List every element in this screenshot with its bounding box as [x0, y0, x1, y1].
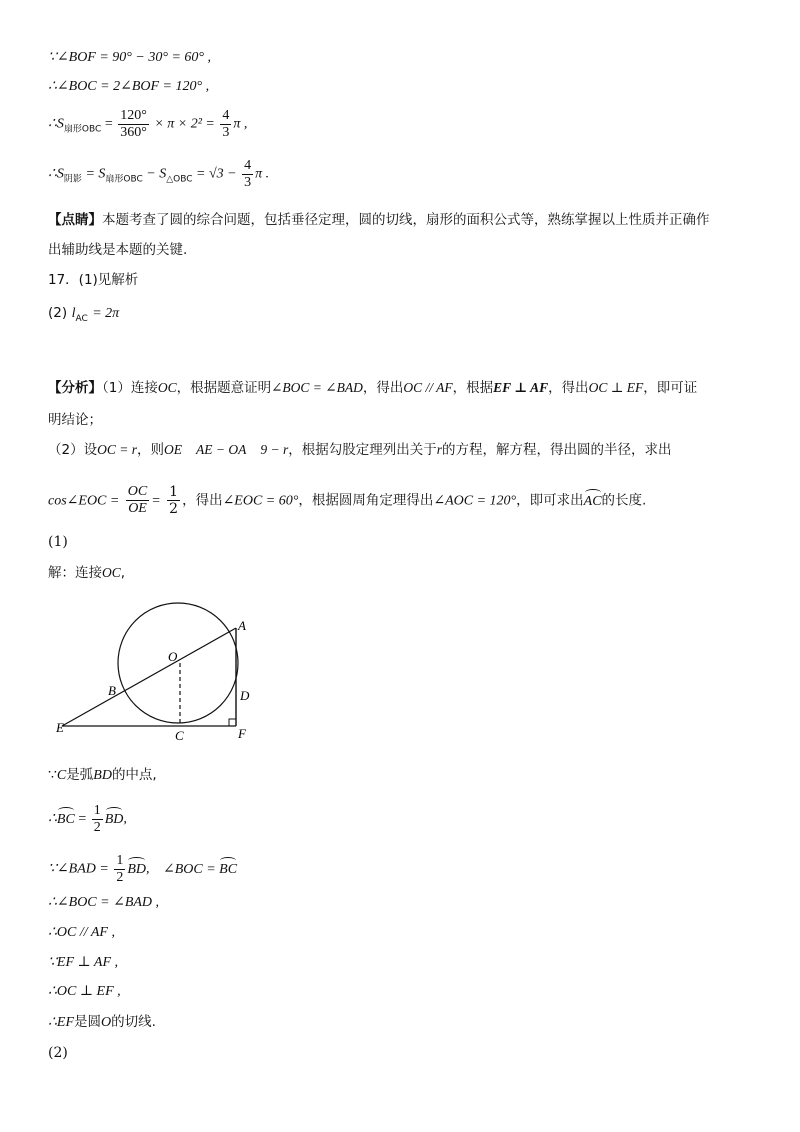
- line-ea: [62, 628, 236, 726]
- label-a: A: [238, 618, 246, 633]
- area-subscript: 扇形OBC: [105, 174, 143, 185]
- analysis-text: 的长度.: [601, 492, 647, 509]
- line-sector-area: [48, 108, 247, 141]
- proof-text: 的切线.: [111, 1014, 156, 1030]
- because-symbol: ∵: [48, 767, 57, 783]
- math-term: ∠EOC = 60°: [222, 493, 299, 509]
- analysis-text: ，得出: [362, 380, 404, 396]
- arc-subscript: AC: [75, 314, 88, 324]
- analysis-text: ，即可求出: [516, 492, 584, 509]
- part2-label: (2): [48, 1045, 68, 1061]
- analysis-text: ，根据圆周角定理得出: [298, 492, 434, 509]
- math-term: EF ⊥ AF: [493, 380, 549, 395]
- comma: ,: [145, 861, 150, 877]
- fraction-numerator: OC: [127, 484, 148, 499]
- solve-text: ,: [120, 565, 126, 581]
- expression-end: π ,: [233, 116, 248, 132]
- area-subscript: △OBC: [166, 174, 193, 185]
- math-term: r: [436, 442, 442, 457]
- analysis-text: （2）设: [48, 442, 98, 458]
- math-term: ∠BOC =: [162, 861, 216, 877]
- analysis-text: （1）连接: [102, 380, 158, 396]
- analysis-text: ，得出: [548, 380, 589, 396]
- analysis-text: ，根据勾股定理列出关于: [288, 442, 437, 458]
- proof-line-2: [48, 803, 127, 836]
- label-f: F: [238, 726, 246, 741]
- label-c: C: [175, 728, 184, 743]
- fraction-numerator: 4: [244, 158, 252, 173]
- arc-length-value: = 2π: [92, 306, 120, 321]
- comment-line-2: 出辅助线是本题的关键.: [48, 242, 188, 258]
- analysis-text: ，根据: [452, 380, 494, 396]
- math-term: OC: [102, 565, 121, 580]
- label-e: E: [56, 720, 64, 735]
- comma: ,: [123, 811, 127, 827]
- fraction-denominator: 3: [222, 125, 230, 140]
- label-b: B: [108, 683, 116, 698]
- fraction-angle: [118, 108, 149, 141]
- equals-sign: =: [78, 811, 87, 827]
- fraction-oc-oe: [126, 484, 149, 517]
- fraction-one-half: [114, 853, 125, 886]
- math-term: OE: [163, 442, 182, 457]
- fraction-denominator: 360°: [120, 125, 147, 140]
- fraction-one-half: [92, 803, 103, 836]
- math-term: OC = r: [97, 442, 137, 457]
- fraction-numerator: 1: [169, 484, 179, 500]
- proof-text: 是圆: [74, 1014, 102, 1030]
- part-label: (2): [48, 305, 68, 321]
- area-symbol: S: [56, 166, 64, 182]
- fraction-denominator: 3: [244, 175, 252, 190]
- comment-label: 【点睛】: [48, 212, 102, 228]
- math-term: AE − OA: [195, 442, 247, 457]
- line-shaded-area: [48, 158, 269, 191]
- proof-line-5: ∴OC // AF ,: [48, 925, 115, 940]
- math-term: ∠AOC = 120°: [433, 493, 517, 509]
- fraction-denominator: 2: [116, 870, 124, 885]
- math-term: OC: [157, 380, 177, 395]
- proof-line-3: [48, 853, 237, 886]
- area-symbol: S: [56, 116, 64, 132]
- math-term: C: [56, 768, 67, 783]
- fraction-denominator: OE: [128, 501, 147, 516]
- expression-middle: × π × 2² =: [154, 116, 215, 132]
- analysis-text: ，即可证: [643, 380, 698, 396]
- analysis-text: ，根据题意证明: [176, 380, 272, 396]
- expression-part: = S: [85, 166, 106, 182]
- area-subscript: 阴影: [63, 174, 82, 185]
- proof-text: 的中点,: [111, 767, 157, 783]
- fraction-numerator: 1: [93, 803, 101, 818]
- circle-o: [118, 603, 238, 723]
- therefore-symbol: ∴: [48, 811, 57, 827]
- fraction-denominator: 2: [169, 501, 179, 517]
- analysis-line-1: [48, 378, 697, 398]
- arc-bc: BC: [219, 860, 237, 880]
- q17-part2-answer: [48, 303, 119, 329]
- area-subscript: 扇形OBC: [63, 124, 102, 135]
- analysis-line-2: 明结论；: [48, 412, 102, 428]
- comment-line-1: [48, 210, 710, 230]
- therefore-symbol: ∴: [48, 166, 57, 182]
- math-term: 9 − r: [260, 442, 289, 457]
- math-term: cos∠EOC =: [48, 493, 120, 509]
- q17-title: 17．(1)见解析: [48, 272, 139, 288]
- proof-line-8: [48, 1012, 156, 1033]
- expression-part: − S: [146, 166, 167, 182]
- analysis-line-3: [48, 440, 671, 460]
- analysis-line-4: [48, 484, 646, 517]
- arc-bd: BD: [105, 810, 124, 830]
- part1-solve: [48, 563, 125, 583]
- fraction-four-thirds: [220, 108, 231, 141]
- fraction-numerator: 120°: [120, 108, 147, 123]
- comment-text: 本题考查了圆的综合问题，包括垂径定理，圆的切线，扇形的面积公式等，熟练掌握以上性质并正确作: [102, 212, 710, 228]
- fraction-numerator: 1: [116, 853, 124, 868]
- equals-sign: =: [151, 493, 161, 509]
- arc-ac: AC: [584, 492, 602, 512]
- math-term: ∠BOC = ∠BAD: [271, 380, 363, 395]
- arc-bd: BD: [127, 860, 146, 880]
- analysis-text: ，得出: [182, 492, 223, 509]
- arc-length-symbol: l: [71, 306, 76, 321]
- label-d: D: [240, 688, 250, 703]
- fraction-four-thirds: [242, 158, 253, 191]
- proof-line-6: ∵EF ⊥ AF ,: [48, 955, 119, 970]
- proof-text: 是弧: [66, 767, 94, 783]
- math-term: BD: [93, 768, 112, 783]
- expression-end: π .: [255, 166, 270, 182]
- equals-sign: =: [104, 116, 113, 132]
- therefore-symbol: ∴: [48, 1015, 57, 1030]
- proof-line-4: ∴∠BOC = ∠BAD ,: [48, 895, 160, 910]
- analysis-label: 【分析】: [48, 380, 102, 396]
- arc-bc: BC: [57, 810, 75, 830]
- analysis-text: 的方程，解方程，得出圆的半径，求出: [441, 442, 672, 458]
- part1-label: (1): [48, 534, 68, 550]
- analysis-text: ，则: [136, 442, 164, 458]
- math-term: EF: [56, 1015, 75, 1030]
- math-term: O: [101, 1015, 112, 1030]
- fraction-one-half: [167, 484, 180, 517]
- solve-text: 解：连接: [48, 565, 102, 581]
- proof-line-7: ∴OC ⊥ EF ,: [48, 984, 121, 999]
- math-term: ∵∠BAD =: [48, 861, 109, 877]
- fraction-numerator: 4: [222, 108, 230, 123]
- math-term: OC // AF: [403, 380, 453, 395]
- right-angle-mark: [229, 719, 236, 726]
- proof-line-1: [48, 765, 157, 786]
- expression-part: = √3 −: [196, 166, 237, 182]
- geometry-figure: [50, 595, 270, 745]
- line-boc: ∴∠BOC = 2∠BOF = 120° ,: [48, 79, 210, 94]
- line-bof: ∵∠BOF = 90° − 30° = 60° ,: [48, 50, 211, 65]
- therefore-symbol: ∴: [48, 116, 57, 132]
- label-o: O: [168, 649, 178, 664]
- math-term: OC ⊥ EF: [588, 380, 644, 395]
- fraction-denominator: 2: [93, 820, 101, 835]
